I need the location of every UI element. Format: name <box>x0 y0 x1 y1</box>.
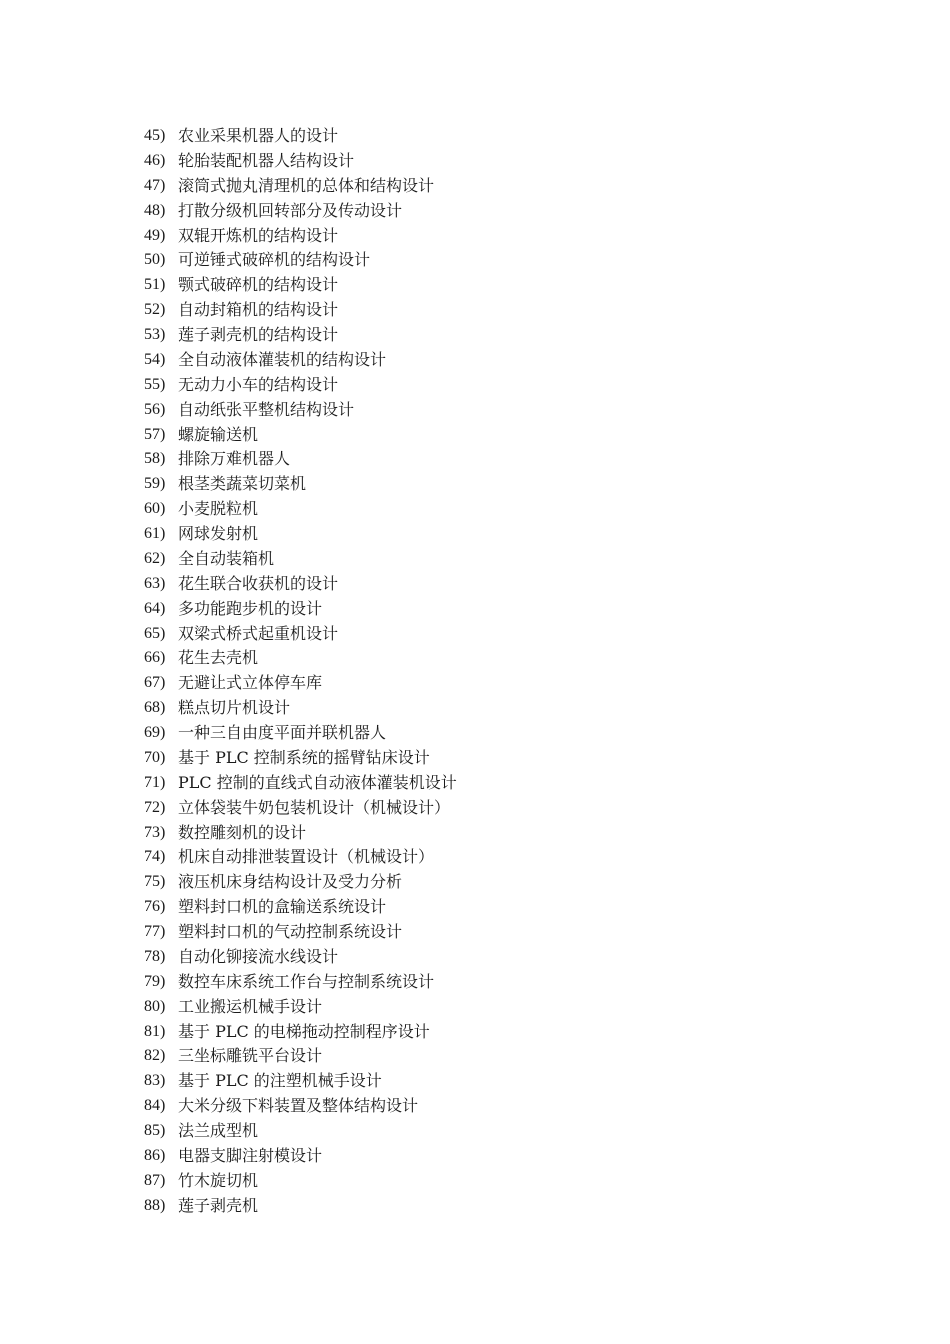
list-item-title: 液压机床身结构设计及受力分析 <box>178 872 403 892</box>
list-item-title: 滚筒式抛丸清理机的总体和结构设计 <box>178 175 435 195</box>
list-item-title: 基于 PLC 的电梯拖动控制程序设计 <box>178 1021 430 1041</box>
list-item <box>144 895 844 920</box>
list-item-title: 数控雕刻机的设计 <box>178 822 307 842</box>
list-item-title: 颚式破碎机的结构设计 <box>178 275 339 295</box>
list-item-number: 70) <box>144 748 166 766</box>
list-item-number: 55) <box>144 375 166 393</box>
list-item-number: 66) <box>144 649 166 667</box>
list-item <box>144 497 844 522</box>
list-item-title: 全自动装箱机 <box>178 548 275 568</box>
list-item <box>144 597 844 622</box>
list-item-number: 50) <box>144 251 166 269</box>
list-item-title: 自动封箱机的结构设计 <box>178 300 339 320</box>
list-item <box>144 273 844 298</box>
list-item <box>144 572 844 597</box>
list-item-title: 塑料封口机的盒输送系统设计 <box>178 897 387 917</box>
list-item-number: 87) <box>144 1171 166 1189</box>
list-item-title: 电器支脚注射模设计 <box>178 1145 323 1165</box>
list-item-title: 螺旋输送机 <box>178 424 259 444</box>
list-item <box>144 199 844 224</box>
list-item-number: 60) <box>144 500 166 518</box>
list-item-number: 48) <box>144 201 166 219</box>
list-item <box>144 174 844 199</box>
list-item-title: 基于 PLC 的注塑机械手设计 <box>178 1071 382 1091</box>
list-item <box>144 124 844 149</box>
list-item-title: PLC 控制的直线式自动液体灌装机设计 <box>178 772 457 792</box>
list-item-number: 69) <box>144 724 166 741</box>
list-item-number: 80) <box>144 997 166 1015</box>
list-item-number: 76) <box>144 898 166 916</box>
list-item-title: 花生去壳机 <box>178 648 259 668</box>
list-item-title: 打散分级机回转部分及传动设计 <box>178 200 403 220</box>
list-item <box>144 373 844 398</box>
list-item <box>144 1169 844 1194</box>
list-item-number: 56) <box>144 400 166 418</box>
list-item-number: 51) <box>144 276 166 294</box>
list-item-number: 53) <box>144 326 166 343</box>
list-item <box>144 1094 844 1119</box>
list-item-title: 糕点切片机设计 <box>178 698 291 718</box>
list-item <box>144 1119 844 1144</box>
list-item-number: 75) <box>144 873 166 891</box>
list-item-title: 可逆锤式破碎机的结构设计 <box>178 250 371 270</box>
list-item-number: 81) <box>144 1022 166 1040</box>
list-item-number: 67) <box>144 674 166 692</box>
list-item <box>144 1144 844 1169</box>
list-item-number: 82) <box>144 1047 166 1065</box>
topic-list <box>144 124 844 1219</box>
list-item-number: 85) <box>144 1122 166 1139</box>
list-item-title: 竹木旋切机 <box>178 1170 259 1190</box>
list-item-number: 68) <box>144 699 166 717</box>
list-item <box>144 671 844 696</box>
list-item-title: 数控车床系统工作台与控制系统设计 <box>178 971 435 991</box>
list-item-number: 88) <box>144 1196 166 1214</box>
list-item <box>144 1069 844 1094</box>
list-item-number: 72) <box>144 798 166 816</box>
list-item <box>144 622 844 647</box>
list-item-number: 74) <box>144 848 166 866</box>
list-item-title: 轮胎装配机器人结构设计 <box>178 150 355 170</box>
list-item-number: 65) <box>144 624 166 642</box>
list-item-number: 54) <box>144 350 166 368</box>
list-item-number: 71) <box>144 773 166 791</box>
list-item <box>144 472 844 497</box>
list-item-title: 花生联合收获机的设计 <box>178 573 339 593</box>
list-item-title: 基于 PLC 控制系统的摇臂钻床设计 <box>178 747 430 767</box>
list-item-title: 无避让式立体停车库 <box>178 673 323 693</box>
list-item-number: 86) <box>144 1146 166 1164</box>
list-item-number: 84) <box>144 1097 166 1115</box>
list-item-title: 机床自动排泄装置设计（机械设计） <box>178 847 435 867</box>
list-item-title: 根茎类蔬菜切菜机 <box>178 474 307 494</box>
list-item <box>144 796 844 821</box>
list-item <box>144 522 844 547</box>
list-item-title: 双梁式桥式起重机设计 <box>178 623 339 643</box>
list-item-number: 62) <box>144 549 166 567</box>
list-item <box>144 447 844 472</box>
list-item <box>144 845 844 870</box>
list-item <box>144 970 844 995</box>
list-item-title: 网球发射机 <box>178 524 259 543</box>
list-item-number: 64) <box>144 599 166 617</box>
list-item <box>144 547 844 572</box>
list-item-number: 79) <box>144 972 166 990</box>
list-item-number: 49) <box>144 226 166 244</box>
list-item <box>144 1020 844 1045</box>
list-item <box>144 696 844 721</box>
list-item-title: 立体袋装牛奶包装机设计（机械设计） <box>178 797 451 817</box>
list-item-title: 自动化铆接流水线设计 <box>178 946 339 966</box>
list-item-title: 莲子剥壳机 <box>178 1195 259 1215</box>
list-item-title: 小麦脱粒机 <box>178 499 259 519</box>
list-item <box>144 920 844 945</box>
list-item-number: 52) <box>144 301 166 319</box>
list-item-number: 57) <box>144 425 166 443</box>
list-item-title: 一种三自由度平面并联机器人 <box>178 723 387 742</box>
list-item <box>144 298 844 323</box>
list-item <box>144 721 844 746</box>
list-item-title: 全自动液体灌装机的结构设计 <box>178 349 387 369</box>
list-item <box>144 646 844 671</box>
list-item-number: 73) <box>144 823 166 841</box>
list-item <box>144 870 844 895</box>
list-item <box>144 1194 844 1219</box>
list-item <box>144 348 844 373</box>
list-item <box>144 323 844 348</box>
list-item <box>144 398 844 423</box>
list-item-title: 排除万难机器人 <box>178 449 291 469</box>
list-item-number: 47) <box>144 176 166 194</box>
list-item-title: 三坐标雕铣平台设计 <box>178 1046 323 1066</box>
list-item-title: 工业搬运机械手设计 <box>178 996 323 1016</box>
list-item-number: 46) <box>144 151 166 169</box>
list-item <box>144 821 844 846</box>
list-item-number: 83) <box>144 1072 166 1090</box>
list-item <box>144 771 844 796</box>
list-item-number: 63) <box>144 574 166 592</box>
list-item-title: 自动纸张平整机结构设计 <box>178 399 355 419</box>
list-item-number: 77) <box>144 923 166 940</box>
list-item <box>144 423 844 448</box>
list-item <box>144 945 844 970</box>
list-item-number: 59) <box>144 475 166 493</box>
list-item-number: 58) <box>144 450 166 468</box>
list-item-title: 多功能跑步机的设计 <box>178 598 323 618</box>
list-item <box>144 224 844 249</box>
list-item-title: 大米分级下料装置及整体结构设计 <box>178 1096 419 1116</box>
list-item-title: 双辊开炼机的结构设计 <box>178 225 339 245</box>
list-item-number: 78) <box>144 947 166 965</box>
list-item-number: 61) <box>144 525 166 542</box>
list-item <box>144 149 844 174</box>
list-item-title: 法兰成型机 <box>178 1121 259 1140</box>
list-item-title: 无动力小车的结构设计 <box>178 374 339 394</box>
list-item-title: 塑料封口机的气动控制系统设计 <box>178 922 403 941</box>
list-item <box>144 1044 844 1069</box>
list-item <box>144 248 844 273</box>
list-item <box>144 746 844 771</box>
list-item-title: 农业采果机器人的设计 <box>178 126 339 145</box>
list-item-title: 莲子剥壳机的结构设计 <box>178 325 339 344</box>
list-item-number: 45) <box>144 127 166 144</box>
list-item <box>144 995 844 1020</box>
